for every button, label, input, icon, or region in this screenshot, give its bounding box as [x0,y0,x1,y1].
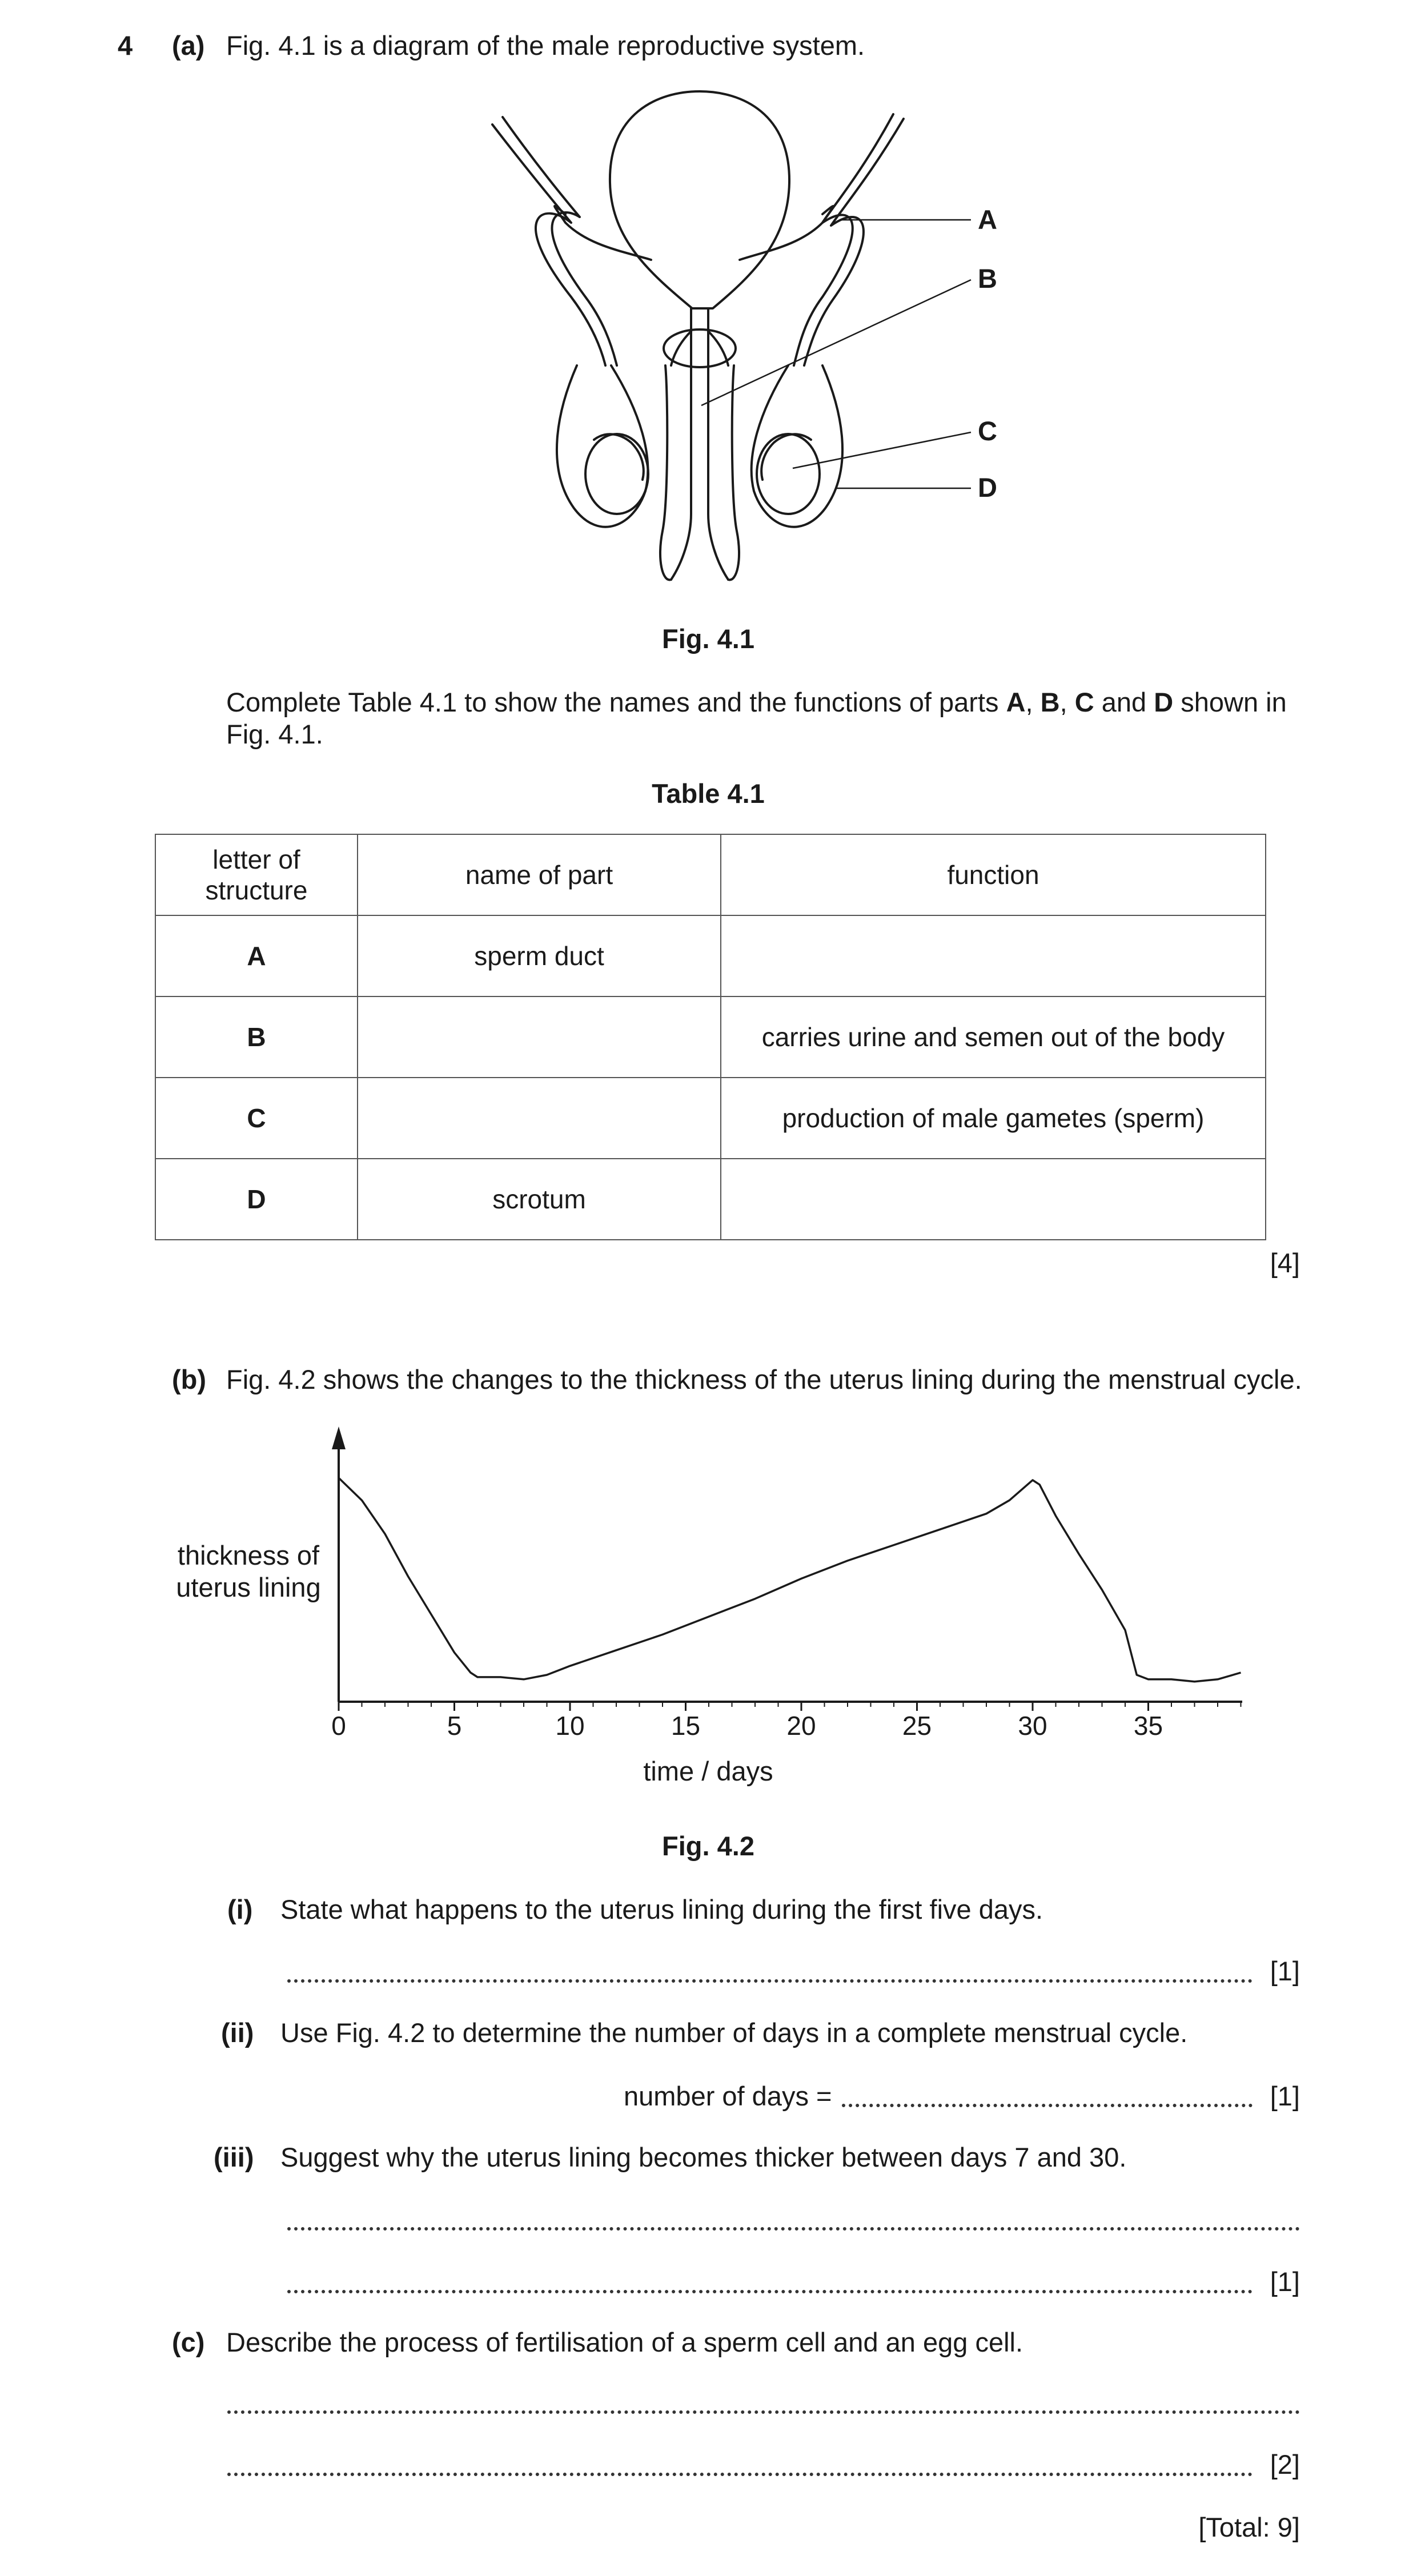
y-axis-label: thickness of uterus lining [176,1540,321,1602]
sub-i-marks: [1] [1270,1956,1300,1986]
instruction-text-line2: Fig. 4.1. [226,719,323,749]
male-reproductive-system-diagram [480,86,1028,600]
fig41-caption: Fig. 4.1 [662,624,754,654]
sub-ii-text: Use Fig. 4.2 to determine the number of days in a complete menstrual cycle. [280,2018,1188,2048]
part-b-intro: Fig. 4.2 shows the changes to the thickness of the uterus lining during the menstrual cycle. [226,1364,1302,1395]
part-c-answer-line-1[interactable] [227,2410,1300,2414]
sub-iii-text: Suggest why the uterus lining becomes thicker between days 7 and 30. [280,2142,1127,2172]
sub-ii-answer-line[interactable] [842,2104,1253,2107]
total-marks: [Total: 9] [1198,2512,1300,2542]
sub-ii-answer-prompt: number of days = [624,2081,832,2111]
part-a-intro: Fig. 4.1 is a diagram of the male reproductive system. [226,30,865,61]
x-tick-label: 35 [1133,1711,1163,1741]
row-name[interactable] [358,996,721,1078]
question-number: 4 [118,30,133,61]
sub-i-answer-line[interactable] [287,1979,1253,1983]
sub-ii-label: (ii) [221,2018,254,2048]
row-letter: B [155,996,358,1078]
header-letter: letter of structure [155,834,358,915]
x-tick-label: 20 [786,1711,816,1741]
row-letter: A [155,915,358,996]
table41-caption: Table 4.1 [652,778,765,809]
sub-iii-marks: [1] [1270,2266,1300,2297]
x-tick-label: 0 [331,1711,346,1741]
y-axis-arrow [332,1426,346,1449]
table-row [155,1159,1266,1240]
x-axis-label: time / days [643,1756,773,1786]
row-letter: D [155,1159,358,1240]
x-tick-label: 10 [555,1711,585,1741]
table-row [155,915,1266,996]
sub-iii-answer-line-2[interactable] [287,2290,1253,2293]
table-row [155,996,1266,1078]
part-c-label: (c) [172,2327,205,2357]
table-instruction [226,686,1300,750]
x-tick-label: 5 [447,1711,462,1741]
part-a-marks: [4] [1270,1248,1300,1278]
uterus-lining-chart [320,1422,1257,1742]
row-function[interactable]: production of male gametes (sperm) [721,1078,1266,1159]
sub-i-text: State what happens to the uterus lining during the first five days. [280,1894,1043,1924]
part-a-label: (a) [172,30,205,61]
row-name[interactable]: sperm duct [358,915,721,996]
table-header-row [155,834,1266,915]
sub-i-label: (i) [227,1894,253,1924]
fig41-label-b: B [978,263,997,294]
x-tick-label: 25 [902,1711,932,1741]
row-function[interactable] [721,1159,1266,1240]
row-name[interactable]: scrotum [358,1159,721,1240]
row-name[interactable] [358,1078,721,1159]
sub-iii-answer-line-1[interactable] [287,2227,1300,2231]
part-c-marks: [2] [1270,2449,1300,2479]
uterus-lining-series-line [339,1478,1241,1682]
row-function[interactable] [721,915,1266,996]
header-function: function [721,834,1266,915]
fig42-caption: Fig. 4.2 [662,1831,754,1861]
x-tick-label: 30 [1018,1711,1047,1741]
instruction-text: Complete Table 4.1 to show the names and the functions of parts A, B, C and D shown in [226,687,1287,717]
fig41-label-d: D [978,472,997,503]
row-letter: C [155,1078,358,1159]
part-c-text: Describe the process of fertilisation of a sperm cell and an egg cell. [226,2327,1023,2357]
row-function[interactable]: carries urine and semen out of the body [721,996,1266,1078]
sub-ii-marks: [1] [1270,2081,1300,2111]
header-name: name of part [358,834,721,915]
table-4-1 [155,834,1266,1240]
table-row [155,1078,1266,1159]
fig41-label-c: C [978,416,997,446]
x-tick-label: 15 [671,1711,701,1741]
part-c-answer-line-2[interactable] [227,2473,1253,2476]
sub-iii-label: (iii) [214,2142,254,2172]
fig41-label-a: A [978,204,997,235]
part-b-label: (b) [172,1364,207,1395]
